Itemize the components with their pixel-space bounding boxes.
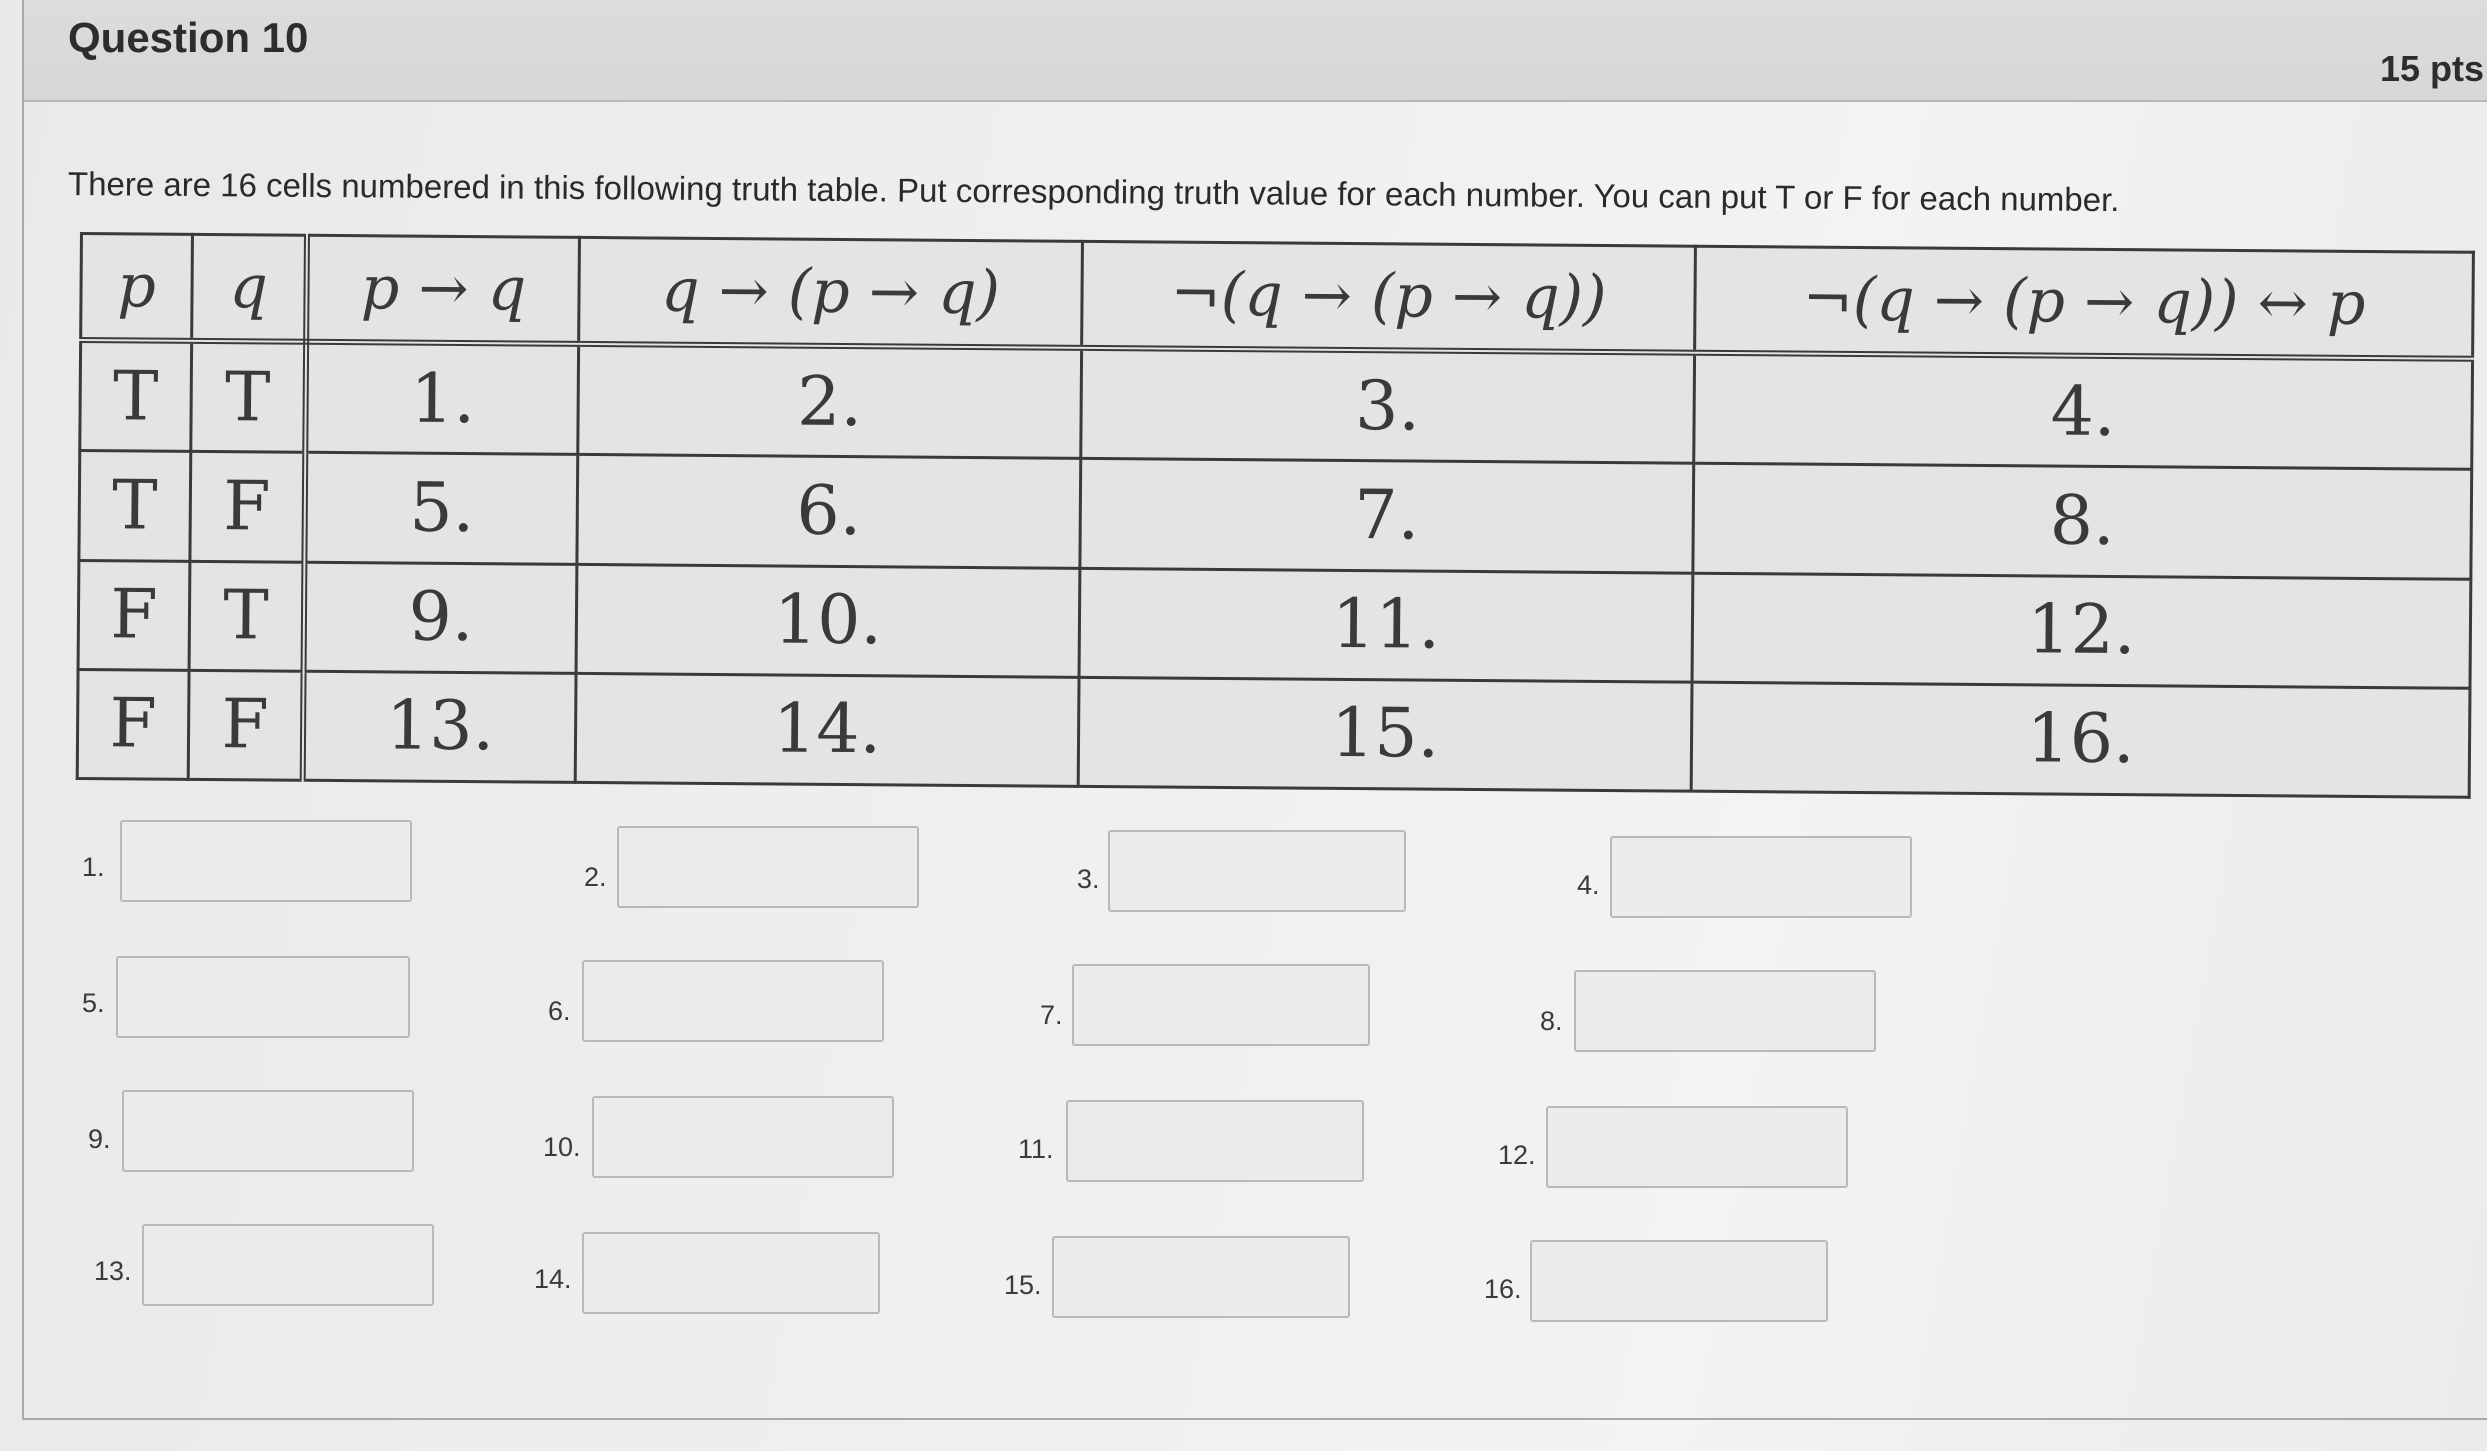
cell-number: 14. (575, 673, 1079, 786)
answer-input-7[interactable] (1072, 964, 1370, 1046)
cell-number: 2. (578, 344, 1082, 459)
answer-label-8: 8. (1540, 1006, 1563, 1036)
cell-number: 11. (1079, 568, 1693, 682)
cell-p: T (80, 340, 192, 452)
answer-label-6: 6. (548, 996, 571, 1026)
cell-p: T (79, 451, 191, 561)
cell-number: 15. (1078, 677, 1692, 791)
cell-number: 3. (1081, 348, 1695, 464)
answer-input-16[interactable] (1530, 1240, 1828, 1322)
cell-q: F (188, 670, 303, 780)
answer-label-16: 16. (1484, 1274, 1522, 1304)
header-q-implies-p-implies-q: q → (p → q) (579, 237, 1083, 348)
answer-input-3[interactable] (1108, 830, 1406, 912)
answer-label-14: 14. (534, 1264, 572, 1294)
answer-input-1[interactable] (120, 820, 412, 902)
answer-label-13: 13. (94, 1256, 132, 1286)
answer-input-4[interactable] (1610, 836, 1912, 918)
cell-q: T (191, 341, 306, 453)
header-biconditional: ¬(q → (p → q)) ↔ p (1695, 246, 2474, 359)
header-q: q (192, 234, 307, 342)
answer-input-8[interactable] (1574, 970, 1876, 1052)
cell-number: 7. (1080, 459, 1694, 573)
question-title: Question 10 (68, 14, 309, 61)
answer-label-11: 11. (1018, 1134, 1054, 1164)
cell-q: F (190, 452, 305, 562)
cell-p: F (77, 669, 189, 779)
answer-input-15[interactable] (1052, 1236, 1350, 1318)
cell-number: 4. (1694, 353, 2473, 470)
cell-number: 8. (1693, 464, 2472, 579)
answer-input-13[interactable] (142, 1224, 434, 1306)
answer-input-11[interactable] (1066, 1100, 1364, 1182)
answer-label-7: 7. (1040, 1000, 1063, 1030)
answer-input-9[interactable] (122, 1090, 414, 1172)
header-p-implies-q: p → q (306, 235, 579, 344)
answer-label-9: 9. (88, 1124, 111, 1154)
answer-label-2: 2. (584, 862, 607, 892)
answer-input-10[interactable] (592, 1096, 894, 1178)
header-p: p (81, 234, 193, 342)
answer-input-12[interactable] (1546, 1106, 1848, 1188)
cell-number: 6. (577, 455, 1081, 568)
cell-number: 5. (304, 453, 577, 564)
cell-p: F (78, 560, 190, 670)
answer-input-5[interactable] (116, 956, 410, 1038)
answer-label-12: 12. (1498, 1140, 1536, 1170)
cell-q: T (189, 561, 304, 671)
question-points: 15 pts (2379, 48, 2484, 89)
cell-number: 10. (576, 564, 1080, 677)
answer-label-15: 15. (1004, 1270, 1042, 1300)
cell-number: 9. (304, 562, 577, 673)
cell-number: 1. (305, 342, 578, 455)
answer-input-6[interactable] (582, 960, 884, 1042)
header-negation: ¬(q → (p → q)) (1082, 241, 1696, 352)
cell-number: 12. (1692, 573, 2471, 688)
answer-label-3: 3. (1077, 864, 1100, 894)
cell-number: 13. (303, 671, 576, 782)
cell-number: 16. (1691, 682, 2470, 797)
answer-label-5: 5. (82, 988, 105, 1018)
question-instructions: There are 16 cells numbered in this following truth table. Put corresponding truth value for each number. You can put T or F for each number. (67, 165, 2120, 219)
answer-label-10: 10. (543, 1132, 581, 1162)
answer-label-4: 4. (1577, 870, 1600, 900)
answer-input-2[interactable] (617, 826, 919, 908)
answer-label-1: 1. (82, 852, 105, 882)
answer-input-14[interactable] (582, 1232, 880, 1314)
